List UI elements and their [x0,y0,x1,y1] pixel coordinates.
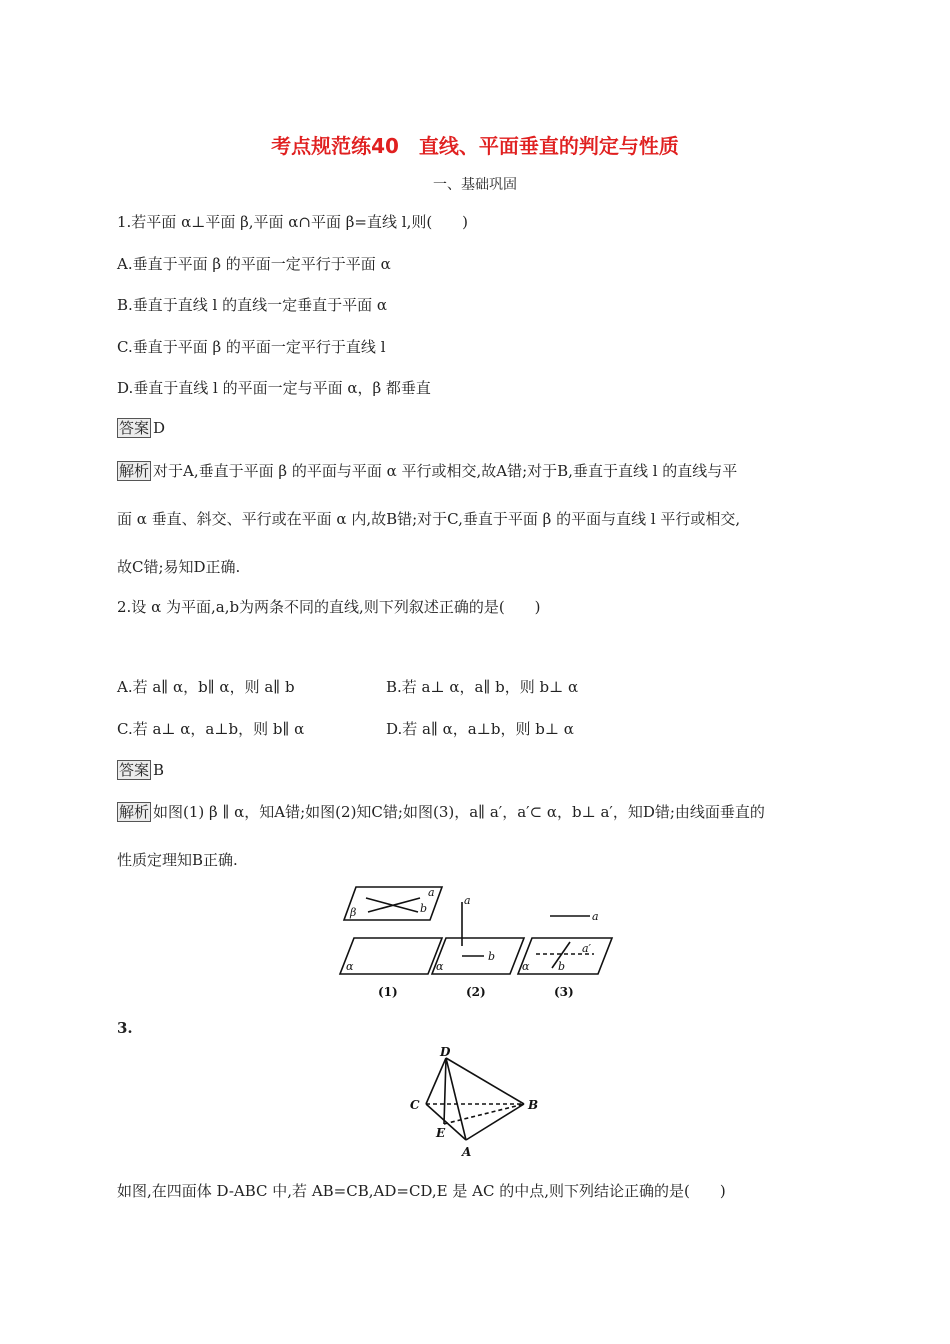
vertex-label-d: D [440,1045,451,1059]
vertex-label-b: B [528,1098,539,1112]
section-heading: 一、基础巩固 [433,177,517,193]
q1-option-d: D.垂直于直线 l 的平面一定与平面 α，β 都垂直 [117,379,431,397]
fig3-label-a-prime: a′ [582,942,592,955]
q2-analysis-line-1: 解析 如图(1) β ∥ α，知A错;如图(2)知C错;如图(3)，a∥ a′，a′⊂ α，b⊥ a′，知D错;由线面垂直的 [119,803,765,821]
fig1-label-alpha: α [346,960,354,973]
fig2-label-b: b [488,950,496,963]
q1-answer-value: D [153,419,166,437]
q1-analysis-line-2: 面 α 垂直、斜交、平行或在平面 α 内,故B错;对于C,垂直于平面 β 的平面与直线 l 平行或相交, [117,510,741,528]
fig2-caption: (2) [466,985,486,999]
q1-option-a: A.垂直于平面 β 的平面一定平行于平面 α [117,255,391,273]
fig1-label-beta: β [350,906,357,919]
q1-option-b: B.垂直于直线 l 的直线一定垂直于平面 α [117,296,388,314]
q2-option-c: C.若 a⊥ α，a⊥b，则 b∥ α [117,720,305,738]
fig2-label-alpha: α [436,960,444,973]
fig3-caption: (3) [554,985,574,999]
analysis-tag: 解析 [119,462,150,480]
fig2-label-a: a [464,894,471,907]
q1-analysis-line-3: 故C错;易知D正确. [117,558,241,576]
answer-tag: 答案 [119,761,150,779]
vertex-label-c: C [410,1098,420,1112]
q1-stem: 1.若平面 α⊥平面 β,平面 α∩平面 β=直线 l,则( ) [117,213,469,231]
fig1-label-b: b [420,902,428,915]
q2-answer [117,760,164,780]
q1-option-c: C.垂直于平面 β 的平面一定平行于直线 l [117,338,386,356]
page-title: 考点规范练40 直线、平面垂直的判定与性质 [271,134,679,158]
q2-analysis-line-2: 性质定理知B正确. [117,851,238,869]
fig1-caption: (1) [378,985,398,999]
q3-tetrahedron-figure [400,1044,550,1162]
fig1-label-a: a [428,886,435,899]
q1-answer [117,418,165,438]
q2-figure [336,882,616,1002]
q2-answer-value: B [153,761,165,779]
fig3-label-a: a [592,910,599,923]
fig3-label-b: b [558,960,566,973]
vertex-label-a: A [462,1145,472,1159]
q2-option-b: B.若 a⊥ α，a∥ b，则 b⊥ α [386,678,579,696]
answer-tag: 答案 [119,419,150,437]
q2-option-d: D.若 a∥ α，a⊥b，则 b⊥ α [386,720,574,738]
q1-analysis-line-1: 解析 对于A,垂直于平面 β 的平面与平面 α 平行或相交,故A错;对于B,垂直于直线 l 的直线与平 [119,462,738,480]
q2-option-a: A.若 a∥ α，b∥ α，则 a∥ b [117,678,295,696]
q2-stem: 2.设 α 为平面,a,b为两条不同的直线,则下列叙述正确的是( ) [117,598,541,616]
fig3-label-alpha: α [522,960,530,973]
vertex-label-e: E [436,1126,446,1140]
q3-stem: 如图,在四面体 D-ABC 中,若 AB=CB,AD=CD,E 是 AC 的中点,则下列结论正确的是( ) [117,1182,726,1200]
q3-number: 3. [117,1019,133,1037]
analysis-tag: 解析 [119,803,150,821]
